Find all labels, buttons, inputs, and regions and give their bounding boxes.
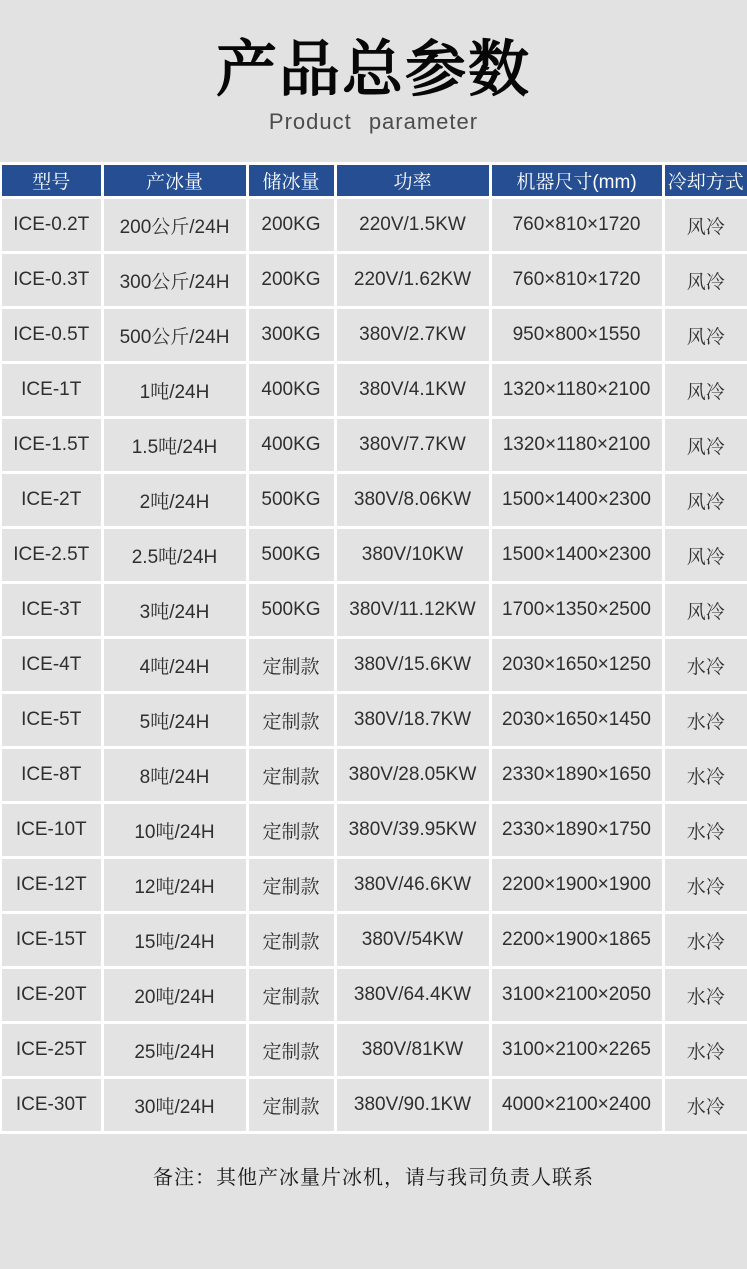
cell-ice_storage: 定制款 <box>247 803 335 858</box>
cell-power: 380V/8.06KW <box>335 473 490 528</box>
table-row <box>1 1078 747 1133</box>
cell-ice_production: 500公斤/24H <box>102 308 247 363</box>
cell-cooling: 水冷 <box>663 748 747 803</box>
cell-dimensions: 2030×1650×1450 <box>490 693 663 748</box>
table-row <box>1 748 747 803</box>
cell-cooling: 风冷 <box>663 473 747 528</box>
cell-ice_production: 200公斤/24H <box>102 198 247 253</box>
cell-cooling: 水冷 <box>663 1078 747 1133</box>
table-row <box>1 253 747 308</box>
cell-ice_storage: 定制款 <box>247 1023 335 1078</box>
cell-model: ICE-12T <box>1 858 102 913</box>
cell-ice_production: 1吨/24H <box>102 363 247 418</box>
cell-power: 380V/11.12KW <box>335 583 490 638</box>
cell-power: 380V/54KW <box>335 913 490 968</box>
cell-cooling: 水冷 <box>663 858 747 913</box>
table-row <box>1 583 747 638</box>
cell-ice_production: 5吨/24H <box>102 693 247 748</box>
cell-ice_storage: 定制款 <box>247 968 335 1023</box>
cell-ice_storage: 200KG <box>247 253 335 308</box>
table-body <box>1 198 747 1133</box>
cell-power: 380V/4.1KW <box>335 363 490 418</box>
cell-power: 380V/39.95KW <box>335 803 490 858</box>
cell-cooling: 风冷 <box>663 308 747 363</box>
cell-power: 220V/1.5KW <box>335 198 490 253</box>
column-header-power: 功率 <box>335 164 490 198</box>
table-row <box>1 473 747 528</box>
cell-power: 380V/64.4KW <box>335 968 490 1023</box>
cell-ice_production: 1.5吨/24H <box>102 418 247 473</box>
cell-power: 380V/7.7KW <box>335 418 490 473</box>
cell-power: 380V/15.6KW <box>335 638 490 693</box>
cell-dimensions: 950×800×1550 <box>490 308 663 363</box>
table-row <box>1 913 747 968</box>
cell-model: ICE-0.2T <box>1 198 102 253</box>
cell-dimensions: 1500×1400×2300 <box>490 473 663 528</box>
table-row <box>1 858 747 913</box>
cell-ice_storage: 200KG <box>247 198 335 253</box>
table-row <box>1 528 747 583</box>
cell-dimensions: 4000×2100×2400 <box>490 1078 663 1133</box>
page-header <box>0 0 747 135</box>
cell-cooling: 水冷 <box>663 913 747 968</box>
cell-model: ICE-0.5T <box>1 308 102 363</box>
cell-ice_storage: 400KG <box>247 363 335 418</box>
cell-dimensions: 1320×1180×2100 <box>490 418 663 473</box>
cell-dimensions: 760×810×1720 <box>490 198 663 253</box>
cell-ice_production: 4吨/24H <box>102 638 247 693</box>
cell-model: ICE-1.5T <box>1 418 102 473</box>
cell-ice_production: 12吨/24H <box>102 858 247 913</box>
cell-ice_storage: 定制款 <box>247 858 335 913</box>
cell-ice_production: 10吨/24H <box>102 803 247 858</box>
cell-cooling: 水冷 <box>663 1023 747 1078</box>
cell-ice_storage: 500KG <box>247 528 335 583</box>
cell-model: ICE-3T <box>1 583 102 638</box>
cell-power: 380V/2.7KW <box>335 308 490 363</box>
page-title: 产品总参数 <box>215 35 531 103</box>
table-row <box>1 1023 747 1078</box>
cell-model: ICE-8T <box>1 748 102 803</box>
cell-cooling: 风冷 <box>663 363 747 418</box>
cell-cooling: 风冷 <box>663 418 747 473</box>
table-row <box>1 803 747 858</box>
cell-model: ICE-5T <box>1 693 102 748</box>
cell-ice_production: 2吨/24H <box>102 473 247 528</box>
table-header-row <box>1 164 747 198</box>
product-parameter-table <box>0 162 747 1134</box>
cell-model: ICE-1T <box>1 363 102 418</box>
cell-power: 380V/90.1KW <box>335 1078 490 1133</box>
cell-ice_production: 25吨/24H <box>102 1023 247 1078</box>
cell-dimensions: 1700×1350×2500 <box>490 583 663 638</box>
cell-cooling: 水冷 <box>663 803 747 858</box>
cell-model: ICE-2.5T <box>1 528 102 583</box>
column-header-model: 型号 <box>1 164 102 198</box>
column-header-dimensions: 机器尺寸(mm) <box>490 164 663 198</box>
cell-dimensions: 2330×1890×1650 <box>490 748 663 803</box>
cell-ice_storage: 500KG <box>247 473 335 528</box>
cell-dimensions: 760×810×1720 <box>490 253 663 308</box>
cell-ice_storage: 定制款 <box>247 638 335 693</box>
cell-ice_production: 8吨/24H <box>102 748 247 803</box>
cell-model: ICE-30T <box>1 1078 102 1133</box>
cell-ice_storage: 定制款 <box>247 748 335 803</box>
cell-power: 380V/46.6KW <box>335 858 490 913</box>
table-row <box>1 968 747 1023</box>
footer-note: 备注：其他产冰量片冰机，请与我司负责人联系 <box>153 1167 594 1190</box>
cell-ice_production: 2.5吨/24H <box>102 528 247 583</box>
cell-model: ICE-0.3T <box>1 253 102 308</box>
cell-ice_storage: 定制款 <box>247 693 335 748</box>
cell-cooling: 风冷 <box>663 198 747 253</box>
cell-dimensions: 2200×1900×1900 <box>490 858 663 913</box>
column-header-ice-production: 产冰量 <box>102 164 247 198</box>
cell-cooling: 风冷 <box>663 583 747 638</box>
cell-ice_storage: 300KG <box>247 308 335 363</box>
cell-model: ICE-4T <box>1 638 102 693</box>
cell-ice_storage: 500KG <box>247 583 335 638</box>
cell-ice_production: 15吨/24H <box>102 913 247 968</box>
cell-power: 380V/28.05KW <box>335 748 490 803</box>
cell-cooling: 水冷 <box>663 693 747 748</box>
cell-ice_production: 20吨/24H <box>102 968 247 1023</box>
page-subtitle: Product parameter <box>268 109 479 135</box>
cell-dimensions: 3100×2100×2050 <box>490 968 663 1023</box>
table-row <box>1 418 747 473</box>
cell-dimensions: 2030×1650×1250 <box>490 638 663 693</box>
cell-ice_storage: 定制款 <box>247 1078 335 1133</box>
cell-cooling: 水冷 <box>663 968 747 1023</box>
cell-dimensions: 1500×1400×2300 <box>490 528 663 583</box>
cell-dimensions: 2330×1890×1750 <box>490 803 663 858</box>
column-header-ice-storage: 储冰量 <box>247 164 335 198</box>
table-row <box>1 693 747 748</box>
cell-ice_storage: 400KG <box>247 418 335 473</box>
cell-ice_storage: 定制款 <box>247 913 335 968</box>
cell-cooling: 风冷 <box>663 253 747 308</box>
cell-model: ICE-2T <box>1 473 102 528</box>
table-row <box>1 638 747 693</box>
cell-model: ICE-10T <box>1 803 102 858</box>
cell-power: 380V/18.7KW <box>335 693 490 748</box>
cell-power: 380V/10KW <box>335 528 490 583</box>
cell-power: 220V/1.62KW <box>335 253 490 308</box>
table-row <box>1 308 747 363</box>
table-row <box>1 363 747 418</box>
cell-cooling: 水冷 <box>663 638 747 693</box>
table-row <box>1 198 747 253</box>
cell-dimensions: 1320×1180×2100 <box>490 363 663 418</box>
cell-ice_production: 3吨/24H <box>102 583 247 638</box>
cell-ice_production: 300公斤/24H <box>102 253 247 308</box>
column-header-cooling: 冷却方式 <box>663 164 747 198</box>
cell-model: ICE-25T <box>1 1023 102 1078</box>
cell-cooling: 风冷 <box>663 528 747 583</box>
cell-dimensions: 2200×1900×1865 <box>490 913 663 968</box>
cell-model: ICE-20T <box>1 968 102 1023</box>
cell-ice_production: 30吨/24H <box>102 1078 247 1133</box>
cell-model: ICE-15T <box>1 913 102 968</box>
cell-dimensions: 3100×2100×2265 <box>490 1023 663 1078</box>
cell-power: 380V/81KW <box>335 1023 490 1078</box>
